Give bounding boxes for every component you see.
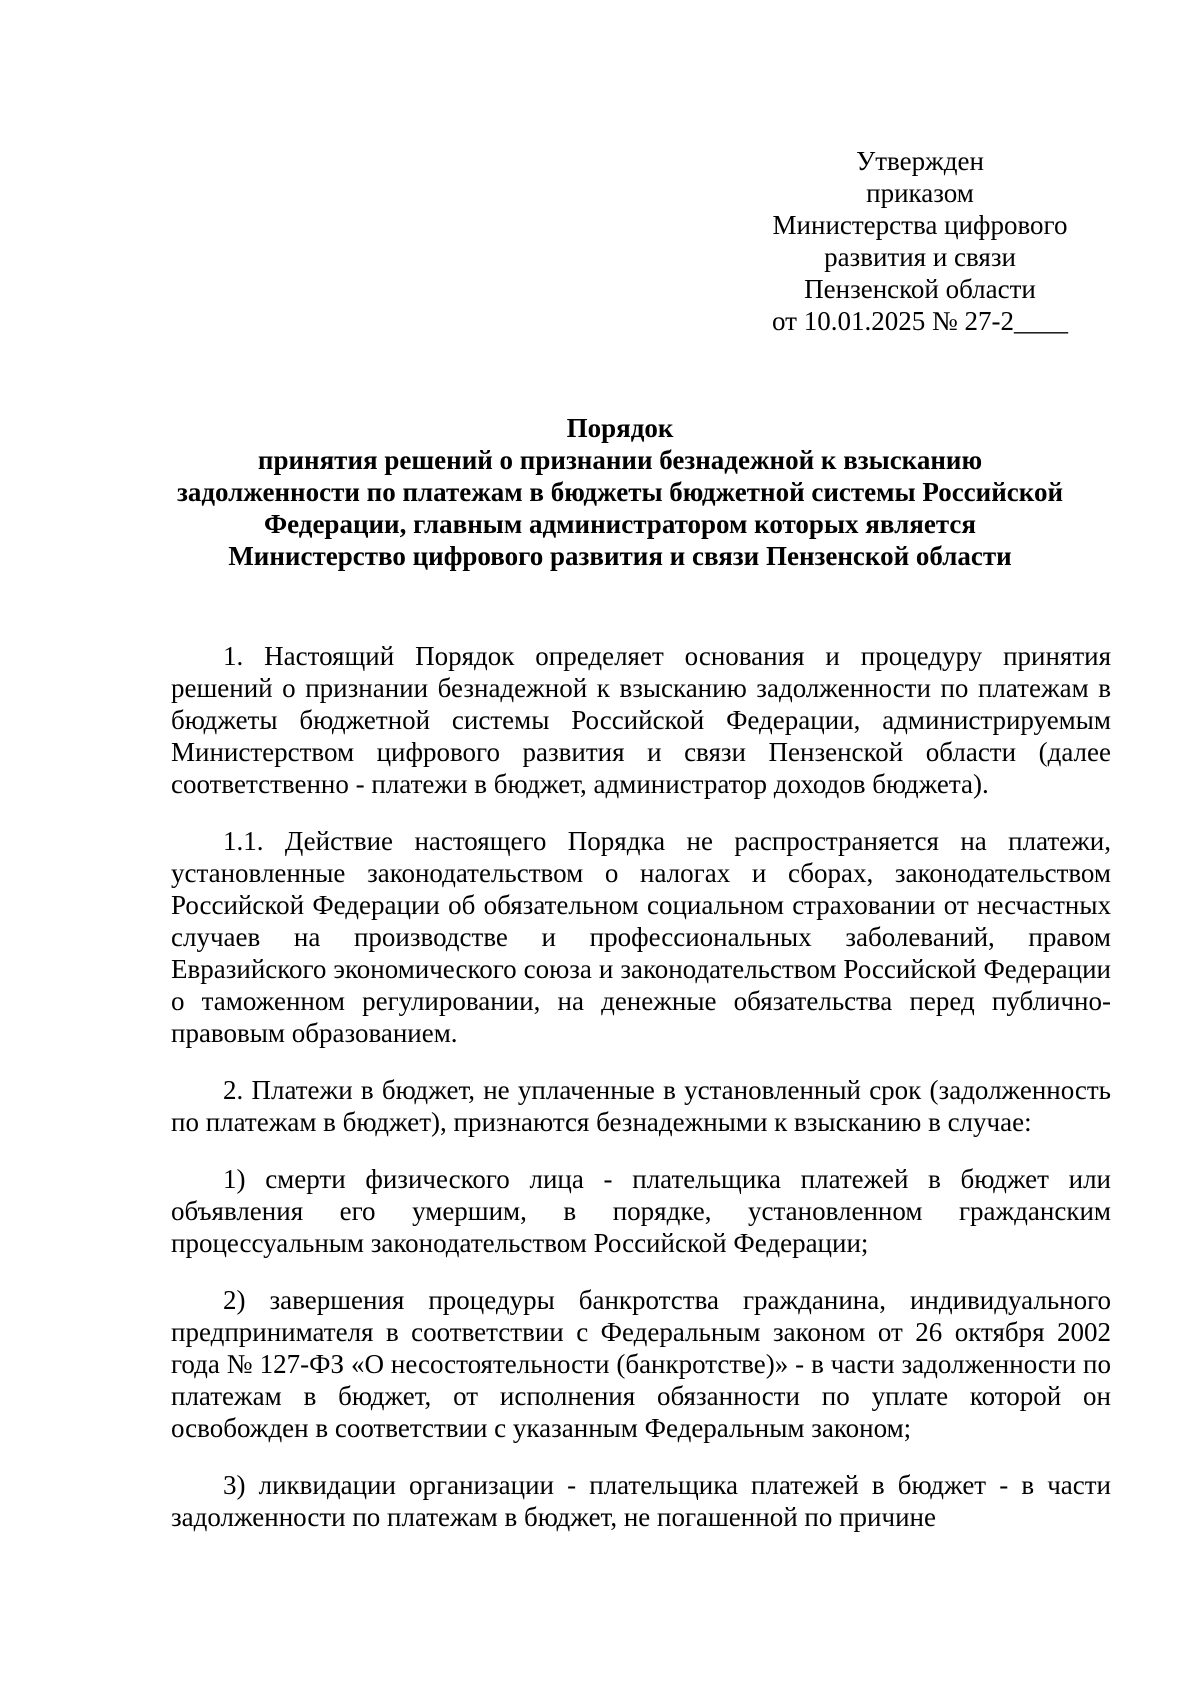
title-line: задолженности по платежам в бюджеты бюджетной системы Российской	[176, 477, 1064, 507]
paragraph-1-1: 1.1. Действие настоящего Порядка не распространяется на платежи, установленные законодательством о налогах и сборах, законодательством Российской Федерации об обязательном социальном страховании от несчастных случаев на производстве и профессиональных заболеваний, правом Евразийского экономического союза и законодательством Российской Федерации о таможенном регулировании, на денежные обязательства перед публично-правовым образованием.	[171, 826, 1111, 1048]
approval-line: развития и связи	[824, 242, 1016, 272]
paragraph-2-item-1: 1) смерти физического лица - плательщика платежей в бюджет или объявления его умершим, в порядке, установленном гражданским процессуальным законодательством Российской Федерации;	[171, 1164, 1111, 1258]
approval-line: приказом	[866, 178, 974, 208]
approval-line: Министерства цифрового	[772, 210, 1068, 240]
title-line: Федерации, главным администратором которых является	[263, 509, 977, 539]
paragraph-2: 2. Платежи в бюджет, не уплаченные в установленный срок (задолженность по платежам в бюджет), признаются безнадежными к взысканию в случае:	[171, 1075, 1111, 1137]
approval-stamp-block	[740, 145, 1100, 337]
paragraph-2-item-3: 3) ликвидации организации - плательщика платежей в бюджет - в части задолженности по платежам в бюджет, не погашенной по причине	[171, 1470, 1111, 1532]
paragraph-1: 1. Настоящий Порядок определяет основания и процедуру принятия решений о признании безнадежной к взысканию задолженности по платежам в бюджеты бюджетной системы Российской Федерации, администрируемым Министерством цифрового развития и связи Пензенской области (далее соответственно - платежи в бюджет, администратор доходов бюджета).	[171, 641, 1111, 799]
paragraph-2-item-2: 2) завершения процедуры банкротства гражданина, индивидуального предпринимателя в соответствии с Федеральным законом от 26 октября 2002 года № 127-ФЗ «О несостоятельности (банкротстве)» - в части задолженности по платежам в бюджет, от исполнения обязанности по уплате которой он освобожден в соответствии с указанным Федеральным законом;	[171, 1285, 1111, 1443]
title-line: Министерство цифрового развития и связи Пензенской области	[228, 541, 1012, 571]
approval-line: Пензенской области	[804, 274, 1036, 304]
title-line: принятия решений о признании безнадежной к взысканию	[257, 445, 983, 475]
document-title	[140, 412, 1100, 572]
title-line: Порядок	[566, 413, 674, 443]
approval-line: от 10.01.2025 № 27-2____	[772, 306, 1068, 336]
approval-line: Утвержден	[856, 146, 984, 176]
document-body	[171, 640, 1111, 1558]
